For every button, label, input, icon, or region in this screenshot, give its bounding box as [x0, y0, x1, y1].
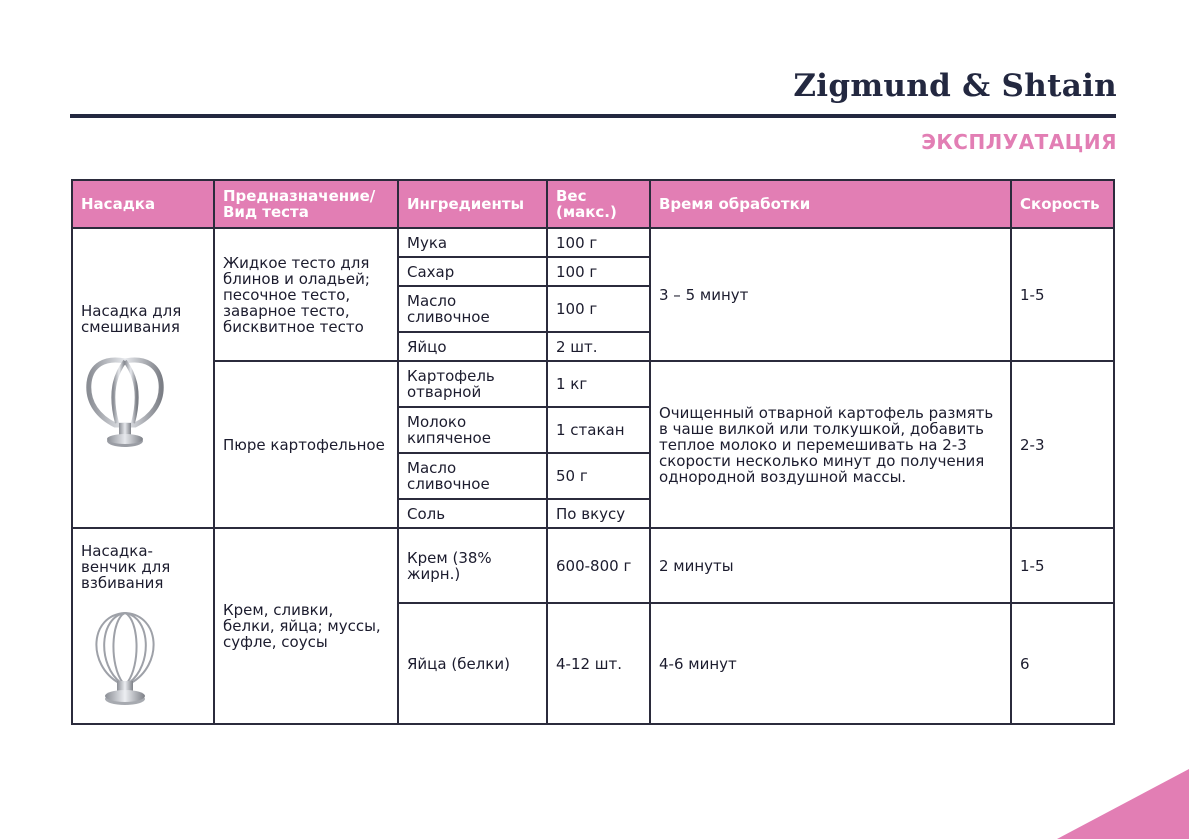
speed-cell: 6 [1011, 603, 1114, 724]
weight-cell: 2 шт. [547, 332, 650, 361]
flat-beater-icon [85, 353, 165, 453]
weight-cell: 50 г [547, 453, 650, 499]
operation-table [71, 179, 1115, 725]
weight-cell: По вкусу [547, 499, 650, 528]
purpose-cell: Пюре картофельное [214, 361, 398, 528]
table-row [72, 528, 1114, 603]
speed-cell: 1-5 [1011, 528, 1114, 603]
weight-cell: 600-800 г [547, 528, 650, 603]
ingredient-cell: Крем (38% жирн.) [398, 528, 547, 603]
header-time: Время обработки [650, 180, 1011, 228]
speed-cell: 1-5 [1011, 228, 1114, 361]
attachment-cell-whisk [72, 528, 214, 724]
decorative-corner [1057, 769, 1189, 839]
ingredient-cell: Картофель отварной [398, 361, 547, 407]
header-divider [70, 114, 1116, 118]
ingredient-cell: Сахар [398, 257, 547, 286]
attachment-cell-mixing [72, 228, 214, 528]
weight-cell: 100 г [547, 286, 650, 332]
speed-cell: 2-3 [1011, 361, 1114, 528]
header-weight: Вес (макс.) [547, 180, 650, 228]
weight-cell: 4-12 шт. [547, 603, 650, 724]
time-cell: 2 минуты [650, 528, 1011, 603]
table-row [72, 361, 1114, 407]
ingredient-cell: Мука [398, 228, 547, 257]
whisk-icon [85, 609, 165, 709]
ingredient-cell: Молоко кипяченое [398, 407, 547, 453]
weight-cell: 100 г [547, 257, 650, 286]
attachment-name: Насадка-венчик для взбивания [81, 542, 171, 592]
section-title: ЭКСПЛУАТАЦИЯ [921, 130, 1117, 154]
purpose-cell: Жидкое тесто для блинов и оладьей; песочное тесто, заварное тесто, бисквитное тесто [214, 228, 398, 361]
header-speed: Скорость [1011, 180, 1114, 228]
ingredient-cell: Яйцо [398, 332, 547, 361]
header-purpose: Предназначение/ Вид теста [214, 180, 398, 228]
attachment-name: Насадка для смешивания [81, 302, 182, 336]
table-row [72, 228, 1114, 257]
ingredient-cell: Масло сливочное [398, 453, 547, 499]
header-attachment: Насадка [72, 180, 214, 228]
ingredient-cell: Яйца (белки) [398, 603, 547, 724]
time-cell: 4-6 минут [650, 603, 1011, 724]
weight-cell: 1 стакан [547, 407, 650, 453]
header-ingredients: Ингредиенты [398, 180, 547, 228]
table-header-row [72, 180, 1114, 228]
time-cell: 3 – 5 минут [650, 228, 1011, 361]
time-cell: Очищенный отварной картофель размять в чаше вилкой или толкушкой, добавить теплое молоко и перемешивать на 2-3 скорости несколько минут до получения однородной воздушной массы. [650, 361, 1011, 528]
weight-cell: 100 г [547, 228, 650, 257]
ingredient-cell: Соль [398, 499, 547, 528]
weight-cell: 1 кг [547, 361, 650, 407]
brand-logo: Zigmund & Shtain [793, 68, 1117, 104]
ingredient-cell: Масло сливочное [398, 286, 547, 332]
purpose-cell: Крем, сливки, белки, яйца; муссы, суфле, соусы [214, 528, 398, 724]
